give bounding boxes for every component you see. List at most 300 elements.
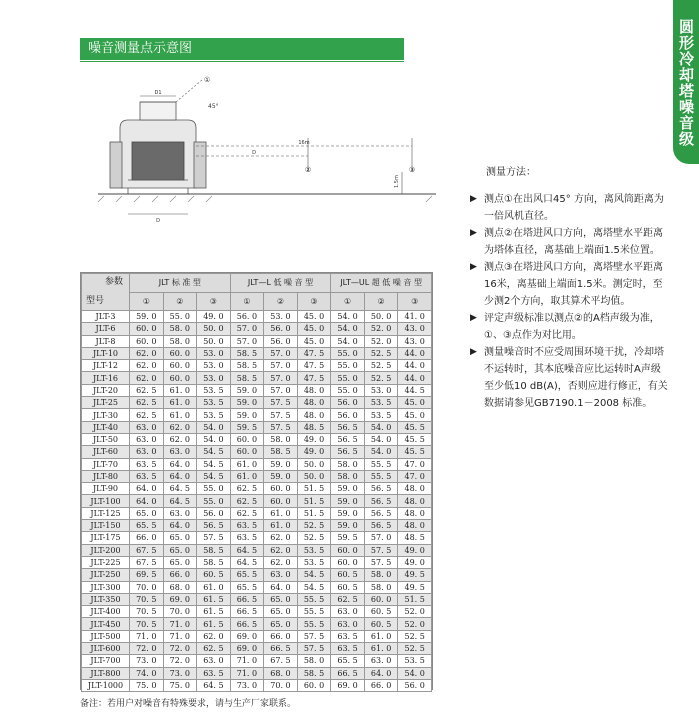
noise-measurement-diagram bbox=[92, 76, 442, 236]
noise-value-cell: 60. 5 bbox=[331, 569, 365, 581]
noise-value-cell: 62. 5 bbox=[331, 593, 365, 605]
noise-value-cell: 54. 5 bbox=[297, 569, 331, 581]
noise-value-cell: 62. 0 bbox=[264, 532, 298, 544]
noise-value-cell: 63. 5 bbox=[130, 458, 164, 470]
noise-value-cell: 69. 0 bbox=[230, 643, 264, 655]
noise-value-cell: 71. 0 bbox=[163, 618, 197, 630]
noise-value-cell: 61. 0 bbox=[230, 470, 264, 482]
table-row bbox=[82, 630, 432, 642]
noise-value-cell: 63. 5 bbox=[331, 643, 365, 655]
noise-value-cell: 54. 0 bbox=[364, 446, 398, 458]
table-row bbox=[82, 311, 432, 323]
noise-value-cell: 72. 0 bbox=[163, 655, 197, 667]
noise-value-cell: 55. 0 bbox=[331, 372, 365, 384]
noise-value-cell: 44. 0 bbox=[398, 360, 432, 372]
model-cell: JLT-200 bbox=[82, 544, 130, 556]
triangle-bullet-icon: ▶ bbox=[470, 262, 477, 272]
noise-value-cell: 62. 0 bbox=[130, 347, 164, 359]
noise-value-cell: 56. 5 bbox=[331, 433, 365, 445]
noise-value-cell: 65. 5 bbox=[230, 569, 264, 581]
noise-value-cell: 58. 0 bbox=[331, 470, 365, 482]
noise-value-cell: 56. 0 bbox=[230, 311, 264, 323]
model-cell: JLT-6 bbox=[82, 323, 130, 335]
noise-value-cell: 63. 5 bbox=[197, 667, 231, 679]
model-cell: JLT-700 bbox=[82, 655, 130, 667]
table-row bbox=[82, 458, 432, 470]
noise-value-cell: 66. 5 bbox=[230, 606, 264, 618]
noise-value-cell: 63. 0 bbox=[130, 433, 164, 445]
noise-value-cell: 52. 0 bbox=[398, 618, 432, 630]
note-text: 测量噪音时不应受周围环境干扰，冷却塔不运转时，其本底噪音应比运转时A声级至少低10 dB(A)，否则应进行修正，有关数据请参见GB7190.1－2008 标准。 bbox=[484, 347, 668, 409]
noise-value-cell: 56. 0 bbox=[197, 507, 231, 519]
noise-value-cell: 71. 0 bbox=[230, 667, 264, 679]
label-d-bottom: D bbox=[156, 218, 160, 224]
table-row bbox=[82, 470, 432, 482]
label-d1: D1 bbox=[154, 90, 162, 96]
model-cell: JLT-125 bbox=[82, 507, 130, 519]
note-item bbox=[470, 225, 670, 259]
noise-value-cell: 58. 0 bbox=[364, 581, 398, 593]
noise-value-cell: 57. 5 bbox=[364, 556, 398, 568]
noise-value-cell: 59. 0 bbox=[331, 520, 365, 532]
noise-value-cell: 62. 0 bbox=[130, 360, 164, 372]
noise-value-cell: 62. 0 bbox=[264, 544, 298, 556]
noise-value-cell: 58. 5 bbox=[197, 544, 231, 556]
noise-value-cell: 60. 0 bbox=[331, 544, 365, 556]
noise-value-cell: 47. 0 bbox=[398, 470, 432, 482]
noise-value-cell: 45. 0 bbox=[297, 311, 331, 323]
table-row bbox=[82, 581, 432, 593]
noise-value-cell: 48. 5 bbox=[398, 532, 432, 544]
table-row bbox=[82, 360, 432, 372]
model-cell: JLT-350 bbox=[82, 593, 130, 605]
noise-value-cell: 70. 0 bbox=[264, 679, 298, 691]
noise-value-cell: 68. 0 bbox=[264, 667, 298, 679]
noise-value-cell: 65. 0 bbox=[130, 507, 164, 519]
noise-value-cell: 60. 0 bbox=[130, 323, 164, 335]
point-header: ② bbox=[264, 292, 298, 311]
noise-value-cell: 60. 0 bbox=[230, 446, 264, 458]
point-header: ③ bbox=[398, 292, 432, 311]
noise-value-cell: 52. 5 bbox=[364, 360, 398, 372]
table-row bbox=[82, 643, 432, 655]
model-cell: JLT-3 bbox=[82, 311, 130, 323]
noise-value-cell: 56. 5 bbox=[364, 520, 398, 532]
noise-value-cell: 63. 5 bbox=[230, 520, 264, 532]
noise-value-cell: 52. 5 bbox=[297, 520, 331, 532]
noise-value-cell: 64. 5 bbox=[230, 556, 264, 568]
noise-value-cell: 59. 0 bbox=[230, 409, 264, 421]
noise-value-cell: 66. 0 bbox=[163, 569, 197, 581]
noise-value-cell: 59. 5 bbox=[230, 421, 264, 433]
noise-value-cell: 69. 5 bbox=[130, 569, 164, 581]
noise-value-cell: 49. 0 bbox=[398, 556, 432, 568]
note-item bbox=[470, 310, 670, 344]
noise-value-cell: 41. 0 bbox=[398, 311, 432, 323]
noise-value-cell: 60. 5 bbox=[331, 581, 365, 593]
table-row bbox=[82, 655, 432, 667]
noise-level-table bbox=[81, 273, 432, 692]
noise-value-cell: 56. 5 bbox=[197, 520, 231, 532]
noise-value-cell: 70. 5 bbox=[130, 618, 164, 630]
noise-value-cell: 49. 0 bbox=[398, 544, 432, 556]
noise-value-cell: 69. 0 bbox=[331, 679, 365, 691]
noise-value-cell: 57. 5 bbox=[297, 643, 331, 655]
noise-value-cell: 59. 0 bbox=[230, 397, 264, 409]
noise-value-cell: 53. 5 bbox=[197, 384, 231, 396]
noise-value-cell: 48. 5 bbox=[297, 421, 331, 433]
triangle-bullet-icon: ▶ bbox=[470, 347, 477, 357]
model-cell: JLT-10 bbox=[82, 347, 130, 359]
table-row bbox=[82, 544, 432, 556]
model-cell: JLT-1000 bbox=[82, 679, 130, 691]
noise-value-cell: 51. 5 bbox=[297, 483, 331, 495]
noise-value-cell: 55. 5 bbox=[364, 470, 398, 482]
noise-value-cell: 57. 0 bbox=[230, 323, 264, 335]
noise-value-cell: 62. 0 bbox=[130, 372, 164, 384]
noise-value-cell: 55. 0 bbox=[197, 495, 231, 507]
noise-value-cell: 54. 0 bbox=[197, 433, 231, 445]
noise-value-cell: 67. 5 bbox=[130, 556, 164, 568]
noise-value-cell: 51. 5 bbox=[297, 507, 331, 519]
point-header: ① bbox=[130, 292, 164, 311]
noise-value-cell: 56. 0 bbox=[398, 679, 432, 691]
noise-value-cell: 63. 0 bbox=[331, 618, 365, 630]
noise-value-cell: 56. 5 bbox=[364, 507, 398, 519]
noise-value-cell: 71. 0 bbox=[163, 630, 197, 642]
triangle-bullet-icon: ▶ bbox=[470, 313, 477, 323]
table-row bbox=[82, 433, 432, 445]
noise-value-cell: 74. 0 bbox=[130, 667, 164, 679]
noise-value-cell: 44. 5 bbox=[398, 384, 432, 396]
noise-value-cell: 58. 5 bbox=[264, 446, 298, 458]
noise-value-cell: 51. 5 bbox=[297, 495, 331, 507]
noise-value-cell: 54. 0 bbox=[364, 421, 398, 433]
noise-value-cell: 56. 0 bbox=[331, 409, 365, 421]
noise-value-cell: 52. 0 bbox=[364, 335, 398, 347]
noise-value-cell: 53. 0 bbox=[264, 311, 298, 323]
noise-value-cell: 69. 0 bbox=[230, 630, 264, 642]
noise-value-cell: 60. 0 bbox=[297, 679, 331, 691]
noise-value-cell: 45. 5 bbox=[398, 433, 432, 445]
noise-value-cell: 52. 5 bbox=[364, 372, 398, 384]
noise-value-cell: 60. 5 bbox=[364, 618, 398, 630]
noise-value-cell: 59. 5 bbox=[331, 532, 365, 544]
noise-value-cell: 68. 0 bbox=[163, 581, 197, 593]
noise-value-cell: 60. 0 bbox=[163, 372, 197, 384]
noise-value-cell: 52. 0 bbox=[398, 606, 432, 618]
noise-value-cell: 64. 5 bbox=[197, 679, 231, 691]
table-row bbox=[82, 520, 432, 532]
noise-value-cell: 57. 5 bbox=[364, 544, 398, 556]
table-header-points bbox=[82, 292, 432, 311]
noise-value-cell: 66. 0 bbox=[264, 630, 298, 642]
noise-value-cell: 63. 5 bbox=[331, 630, 365, 642]
noise-value-cell: 65. 0 bbox=[264, 606, 298, 618]
noise-value-cell: 67. 5 bbox=[130, 544, 164, 556]
noise-value-cell: 63. 0 bbox=[130, 421, 164, 433]
noise-value-cell: 48. 0 bbox=[398, 495, 432, 507]
noise-value-cell: 45. 0 bbox=[398, 397, 432, 409]
model-cell: JLT-50 bbox=[82, 433, 130, 445]
noise-value-cell: 65. 0 bbox=[163, 556, 197, 568]
noise-value-cell: 63. 0 bbox=[331, 606, 365, 618]
label-d: D bbox=[252, 150, 256, 156]
noise-value-cell: 58. 0 bbox=[297, 655, 331, 667]
noise-value-cell: 57. 5 bbox=[264, 397, 298, 409]
noise-value-cell: 72. 0 bbox=[130, 643, 164, 655]
noise-value-cell: 58. 5 bbox=[230, 347, 264, 359]
noise-value-cell: 65. 5 bbox=[331, 655, 365, 667]
table-row bbox=[82, 323, 432, 335]
noise-value-cell: 61. 5 bbox=[197, 606, 231, 618]
noise-value-cell: 54. 5 bbox=[297, 581, 331, 593]
noise-value-cell: 49. 0 bbox=[197, 311, 231, 323]
noise-value-cell: 48. 0 bbox=[297, 384, 331, 396]
table-row bbox=[82, 421, 432, 433]
noise-value-cell: 62. 5 bbox=[230, 483, 264, 495]
table-row bbox=[82, 593, 432, 605]
model-cell: JLT-40 bbox=[82, 421, 130, 433]
model-cell: JLT-500 bbox=[82, 630, 130, 642]
noise-value-cell: 55. 0 bbox=[197, 483, 231, 495]
noise-value-cell: 59. 0 bbox=[331, 507, 365, 519]
noise-value-cell: 56. 5 bbox=[364, 495, 398, 507]
noise-value-cell: 62. 5 bbox=[197, 643, 231, 655]
noise-value-cell: 63. 5 bbox=[130, 470, 164, 482]
note-item bbox=[470, 191, 670, 225]
noise-value-cell: 60. 5 bbox=[197, 569, 231, 581]
noise-value-cell: 73. 0 bbox=[163, 667, 197, 679]
noise-value-cell: 54. 5 bbox=[197, 458, 231, 470]
noise-value-cell: 63. 0 bbox=[163, 446, 197, 458]
noise-level-table-container bbox=[80, 272, 433, 690]
noise-value-cell: 45. 0 bbox=[297, 323, 331, 335]
table-row bbox=[82, 556, 432, 568]
noise-value-cell: 64. 0 bbox=[163, 458, 197, 470]
noise-value-cell: 56. 0 bbox=[331, 397, 365, 409]
measure-point-2: ② bbox=[304, 166, 312, 174]
noise-value-cell: 62. 0 bbox=[163, 421, 197, 433]
table-row bbox=[82, 532, 432, 544]
noise-value-cell: 73. 0 bbox=[130, 655, 164, 667]
noise-value-cell: 54. 0 bbox=[364, 433, 398, 445]
noise-value-cell: 66. 0 bbox=[364, 679, 398, 691]
noise-value-cell: 54. 0 bbox=[331, 323, 365, 335]
table-row bbox=[82, 667, 432, 679]
point-header: ② bbox=[364, 292, 398, 311]
noise-value-cell: 56. 0 bbox=[264, 323, 298, 335]
group-header-low-noise: JLT—L 低 噪 音 型 bbox=[230, 274, 331, 293]
side-category-tab: 圆形冷却塔噪音级 bbox=[673, 0, 699, 164]
table-corner-cell bbox=[82, 274, 130, 311]
noise-value-cell: 57. 0 bbox=[264, 384, 298, 396]
noise-value-cell: 54. 5 bbox=[197, 470, 231, 482]
noise-value-cell: 55. 5 bbox=[364, 458, 398, 470]
noise-value-cell: 59. 0 bbox=[230, 384, 264, 396]
table-row bbox=[82, 409, 432, 421]
noise-value-cell: 65. 0 bbox=[264, 593, 298, 605]
noise-value-cell: 61. 0 bbox=[163, 409, 197, 421]
noise-value-cell: 61. 0 bbox=[230, 458, 264, 470]
noise-value-cell: 48. 0 bbox=[297, 409, 331, 421]
table-row bbox=[82, 618, 432, 630]
noise-value-cell: 54. 0 bbox=[331, 335, 365, 347]
noise-value-cell: 71. 0 bbox=[230, 655, 264, 667]
model-cell: JLT-30 bbox=[82, 409, 130, 421]
noise-value-cell: 63. 0 bbox=[264, 569, 298, 581]
noise-value-cell: 47. 0 bbox=[398, 458, 432, 470]
noise-value-cell: 50. 0 bbox=[297, 470, 331, 482]
noise-value-cell: 75. 0 bbox=[163, 679, 197, 691]
noise-value-cell: 47. 5 bbox=[297, 360, 331, 372]
noise-value-cell: 45. 0 bbox=[297, 335, 331, 347]
model-cell: JLT-8 bbox=[82, 335, 130, 347]
noise-value-cell: 45. 5 bbox=[398, 446, 432, 458]
noise-value-cell: 50. 0 bbox=[364, 311, 398, 323]
model-cell: JLT-600 bbox=[82, 643, 130, 655]
noise-value-cell: 59. 0 bbox=[331, 483, 365, 495]
noise-value-cell: 60. 0 bbox=[364, 593, 398, 605]
table-row bbox=[82, 507, 432, 519]
noise-value-cell: 58. 0 bbox=[163, 335, 197, 347]
corner-model-label: 型号 bbox=[86, 296, 105, 306]
noise-value-cell: 58. 0 bbox=[163, 323, 197, 335]
noise-value-cell: 59. 0 bbox=[264, 458, 298, 470]
noise-value-cell: 53. 0 bbox=[364, 384, 398, 396]
noise-value-cell: 55. 5 bbox=[297, 606, 331, 618]
measure-point-3: ③ bbox=[408, 166, 416, 174]
noise-value-cell: 64. 0 bbox=[163, 470, 197, 482]
noise-value-cell: 64. 0 bbox=[364, 667, 398, 679]
point-header: ① bbox=[230, 292, 264, 311]
label-1-5m: 1.5m bbox=[394, 175, 400, 188]
noise-value-cell: 63. 0 bbox=[163, 507, 197, 519]
noise-value-cell: 59. 0 bbox=[331, 495, 365, 507]
noise-value-cell: 55. 0 bbox=[331, 384, 365, 396]
noise-value-cell: 49. 5 bbox=[398, 581, 432, 593]
noise-value-cell: 64. 5 bbox=[230, 544, 264, 556]
noise-value-cell: 52. 5 bbox=[364, 347, 398, 359]
point-header: ① bbox=[331, 292, 365, 311]
noise-value-cell: 71. 0 bbox=[130, 630, 164, 642]
noise-value-cell: 55. 0 bbox=[163, 311, 197, 323]
noise-value-cell: 56. 0 bbox=[264, 335, 298, 347]
noise-value-cell: 58. 5 bbox=[230, 372, 264, 384]
noise-value-cell: 50. 0 bbox=[197, 335, 231, 347]
note-text: 测点③在塔进风口方向，离塔壁水平距离16米，离基础上端面1.5米。测定时，至少测2个方向，取其算术平均值。 bbox=[484, 262, 663, 307]
measure-point-1: ① bbox=[204, 76, 211, 84]
noise-value-cell: 54. 0 bbox=[398, 667, 432, 679]
section-title: 噪音测量点示意图 bbox=[88, 41, 193, 56]
noise-value-cell: 66. 5 bbox=[230, 618, 264, 630]
noise-value-cell: 51. 5 bbox=[398, 593, 432, 605]
noise-value-cell: 58. 0 bbox=[331, 458, 365, 470]
noise-value-cell: 48. 0 bbox=[398, 520, 432, 532]
measurement-method-notes bbox=[470, 164, 670, 412]
table-row bbox=[82, 335, 432, 347]
noise-value-cell: 65. 0 bbox=[163, 532, 197, 544]
model-cell: JLT-450 bbox=[82, 618, 130, 630]
noise-value-cell: 57. 5 bbox=[264, 409, 298, 421]
noise-value-cell: 49. 5 bbox=[398, 569, 432, 581]
noise-value-cell: 56. 5 bbox=[331, 421, 365, 433]
noise-value-cell: 61. 0 bbox=[197, 581, 231, 593]
notes-heading: 测量方法： bbox=[486, 167, 536, 178]
noise-value-cell: 50. 0 bbox=[197, 323, 231, 335]
noise-value-cell: 53. 0 bbox=[197, 372, 231, 384]
table-row bbox=[82, 679, 432, 691]
noise-value-cell: 49. 0 bbox=[297, 446, 331, 458]
table-row bbox=[82, 347, 432, 359]
noise-value-cell: 53. 5 bbox=[398, 655, 432, 667]
noise-value-cell: 60. 5 bbox=[364, 606, 398, 618]
noise-value-cell: 53. 5 bbox=[197, 409, 231, 421]
point-header: ② bbox=[163, 292, 197, 311]
noise-value-cell: 61. 0 bbox=[163, 384, 197, 396]
noise-value-cell: 47. 5 bbox=[297, 372, 331, 384]
noise-value-cell: 47. 5 bbox=[297, 347, 331, 359]
noise-value-cell: 70. 0 bbox=[130, 581, 164, 593]
noise-value-cell: 59. 0 bbox=[264, 470, 298, 482]
model-cell: JLT-90 bbox=[82, 483, 130, 495]
footnote: 备注：若用户对噪音有特殊要求，请与生产厂家联系。 bbox=[80, 699, 297, 709]
noise-value-cell: 60. 0 bbox=[230, 433, 264, 445]
noise-value-cell: 61. 5 bbox=[197, 593, 231, 605]
note-text: 测点①在出风口45° 方向，离风筒距离为一倍风机直径。 bbox=[484, 194, 664, 222]
noise-value-cell: 53. 5 bbox=[297, 544, 331, 556]
noise-value-cell: 61. 0 bbox=[364, 643, 398, 655]
noise-value-cell: 62. 5 bbox=[230, 495, 264, 507]
noise-value-cell: 43. 0 bbox=[398, 323, 432, 335]
point-header: ③ bbox=[197, 292, 231, 311]
note-text: 评定声级标准以测点②的A档声级为准，①、③点作为对比用。 bbox=[484, 313, 660, 341]
noise-value-cell: 53. 5 bbox=[364, 409, 398, 421]
table-row bbox=[82, 384, 432, 396]
noise-value-cell: 57. 5 bbox=[197, 532, 231, 544]
section-title-bar bbox=[80, 38, 404, 60]
noise-value-cell: 59. 0 bbox=[130, 311, 164, 323]
point-header: ③ bbox=[297, 292, 331, 311]
noise-value-cell: 57. 0 bbox=[264, 347, 298, 359]
noise-value-cell: 64. 5 bbox=[163, 495, 197, 507]
noise-value-cell: 69. 0 bbox=[163, 593, 197, 605]
noise-value-cell: 53. 0 bbox=[197, 347, 231, 359]
model-cell: JLT-400 bbox=[82, 606, 130, 618]
model-cell: JLT-225 bbox=[82, 556, 130, 568]
noise-value-cell: 62. 5 bbox=[130, 384, 164, 396]
model-cell: JLT-150 bbox=[82, 520, 130, 532]
model-cell: JLT-175 bbox=[82, 532, 130, 544]
model-cell: JLT-800 bbox=[82, 667, 130, 679]
noise-value-cell: 60. 0 bbox=[130, 335, 164, 347]
noise-value-cell: 53. 5 bbox=[364, 397, 398, 409]
noise-value-cell: 56. 5 bbox=[364, 483, 398, 495]
corner-param-label: 参数 bbox=[104, 277, 123, 287]
noise-value-cell: 54. 5 bbox=[197, 446, 231, 458]
noise-value-cell: 65. 0 bbox=[264, 618, 298, 630]
noise-value-cell: 50. 0 bbox=[297, 458, 331, 470]
noise-value-cell: 62. 0 bbox=[264, 556, 298, 568]
noise-value-cell: 64. 0 bbox=[264, 581, 298, 593]
noise-value-cell: 52. 5 bbox=[398, 630, 432, 642]
noise-value-cell: 58. 5 bbox=[297, 667, 331, 679]
noise-value-cell: 55. 0 bbox=[331, 360, 365, 372]
table-header-groups bbox=[82, 274, 432, 293]
title-underline bbox=[80, 61, 404, 62]
noise-value-cell: 70. 5 bbox=[130, 606, 164, 618]
model-cell: JLT-25 bbox=[82, 397, 130, 409]
